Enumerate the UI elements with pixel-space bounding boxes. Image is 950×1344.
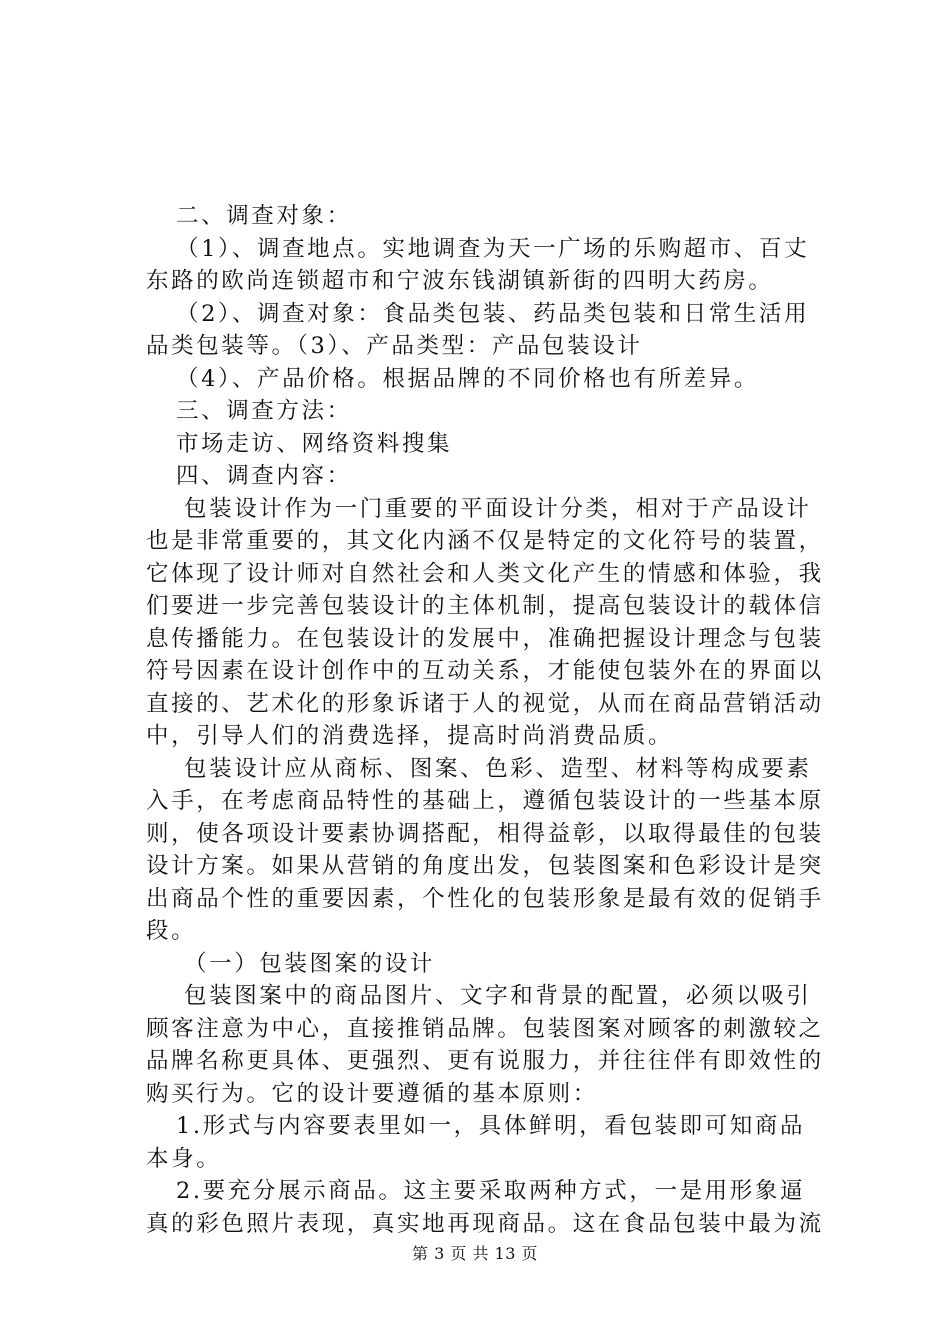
list-item-principle-1: 1.形式与内容要表里如一，具体鲜明，看包装即可知商品 本身。 [146, 1113, 806, 1172]
page-number-footer: 第 3 页 共 13 页 [412, 1244, 538, 1263]
paragraph-product-price: （4）、产品价格。根据品牌的不同价格也有所差异。 [176, 365, 759, 392]
document-body [146, 200, 834, 1240]
paragraph-survey-subjects: （2）、调查对象：食品类包装、药品类包装和日常生活用 品类包装等。（3）、产品类型：产品包装设计 [146, 300, 810, 359]
paragraph-method-detail: 市场走访、网络资料搜集 [176, 430, 453, 457]
heading-survey-method: 三、调查方法： [176, 398, 352, 424]
paragraph-design-elements: 包装设计应从商标、图案、色彩、造型、材料等构成要素 入手，在考虑商品特性的基础上，遵循包装设计的一些基本原 则，使各项设计要素协调搭配，相得益彰，以取得最佳的包装 设计方案。如果从营销的角度出发，包装图案和色彩设计是突 出商品个性的重要因素，个性化的包装形象是最有效的促销手 段。 [146, 755, 824, 944]
paragraph-pattern-principles: 包装图案中的商品图片、文字和背景的配置，必须以吸引 顾客注意为中心，直接推销品牌。包装图案对顾客的刺激较之 品牌名称更具体、更强烈、更有说服力，并往往伴有即效性的 购买行为。它的设计要遵循的基本原则： [146, 983, 824, 1107]
subheading-pattern-design: （一）包装图案的设计 [184, 950, 436, 977]
paragraph-survey-location: （1）、调查地点。实地调查为天一广场的乐购超市、百丈 东路的欧尚连锁超市和宁波东钱湖镇新街的四明大药房。 [146, 235, 810, 294]
heading-survey-content: 四、调查内容： [176, 463, 352, 489]
paragraph-package-design-intro: 包装设计作为一门重要的平面设计分类，相对于产品设计 也是非常重要的，其文化内涵不仅是特定的文化符号的装置， 它体现了设计师对自然社会和人类文化产生的情感和体验，我 们要进一步完善包装设计的主体机制，提高包装设计的载体信 息传播能力。在包装设计的发展中，准确把握设计理念与包装 符号因素在设计创作中的互动关系，才能使包装外在的界面以 直接的、艺术化的形象诉诸于人的视觉，从而在商品营销活动 中，引导人们的消费选择，提高时尚消费品质。 [146, 495, 824, 749]
list-item-principle-2: 2.要充分展示商品。这主要采取两种方式，一是用形象逼 真的彩色照片表现，真实地再现商品。这在食品包装中最为流 [146, 1178, 824, 1237]
heading-survey-objects: 二、调查对象： [176, 203, 352, 229]
